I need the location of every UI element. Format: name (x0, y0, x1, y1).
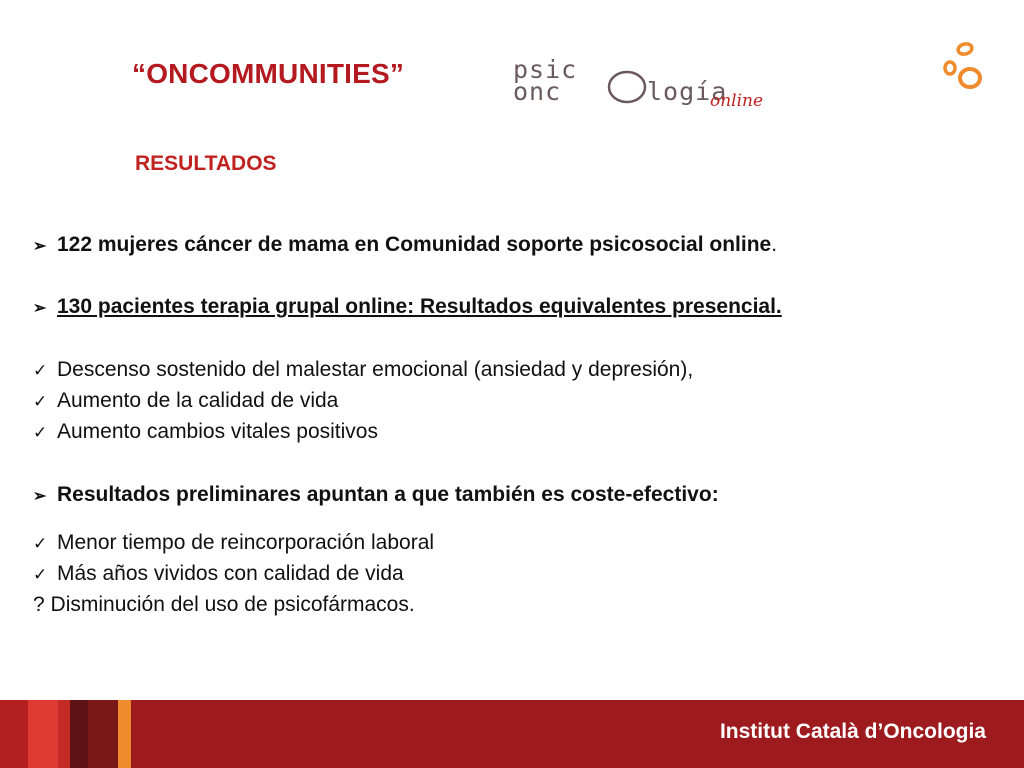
footer-stripe (88, 700, 118, 768)
logo-o-icon (605, 65, 649, 105)
footer-stripe (70, 700, 88, 768)
footer-stripe (58, 700, 70, 768)
checkmark-icon: ✓ (33, 361, 48, 380)
item-text: Menor tiempo de reincorporación laboral (57, 531, 435, 554)
item-text: Resultados preliminares apuntan a que también es coste-efectivo: (57, 483, 719, 506)
footer-stripe (0, 700, 28, 768)
item-text: Aumento cambios vitales positivos (57, 420, 378, 443)
list-item (33, 388, 338, 415)
logo-text-onc: onc (513, 77, 562, 106)
logo-text-psic: psic (513, 55, 578, 84)
item-text: Disminución del uso de psicofármacos. (50, 593, 415, 616)
logo-text-logia: logía (647, 77, 728, 106)
item-suffix: . (771, 233, 778, 256)
item-text: Descenso sostenido del malestar emocional (ansiedad y depresión), (57, 358, 694, 381)
arrow-bullet-icon: ➢ (33, 488, 47, 505)
list-item (33, 561, 404, 588)
list-item (33, 232, 777, 260)
checkmark-icon: ✓ (33, 534, 48, 553)
footer-bar (0, 700, 1024, 768)
arrow-bullet-icon: ➢ (33, 238, 47, 255)
list-item (33, 419, 378, 446)
logo-text-online: online (710, 91, 764, 111)
list-item (33, 530, 434, 557)
footer-stripe (118, 700, 131, 768)
question-mark-bullet: ? (33, 593, 45, 616)
list-item (33, 592, 415, 618)
institution-name: Institut Català d’Oncologia (719, 720, 986, 743)
psicooncologia-online-logo (505, 55, 785, 125)
item-text: 130 pacientes terapia grupal online: Resultados equivalentes presencial. (57, 295, 782, 318)
list-item (33, 482, 719, 510)
arrow-bullet-icon: ➢ (33, 300, 47, 317)
checkmark-icon: ✓ (33, 565, 48, 584)
checkmark-icon: ✓ (33, 423, 48, 442)
section-subtitle: RESULTADOS (135, 152, 277, 175)
ico-circles-icon (938, 40, 988, 92)
slide-title: “ONCOMMUNITIES” (132, 58, 405, 89)
item-text: 122 mujeres cáncer de mama en Comunidad soporte psicosocial online (57, 233, 772, 256)
item-text: Más años vividos con calidad de vida (57, 562, 404, 585)
footer-stripe (28, 700, 58, 768)
list-item (33, 294, 782, 322)
item-text: Aumento de la calidad de vida (57, 389, 339, 412)
checkmark-icon: ✓ (33, 392, 48, 411)
list-item (33, 357, 693, 384)
